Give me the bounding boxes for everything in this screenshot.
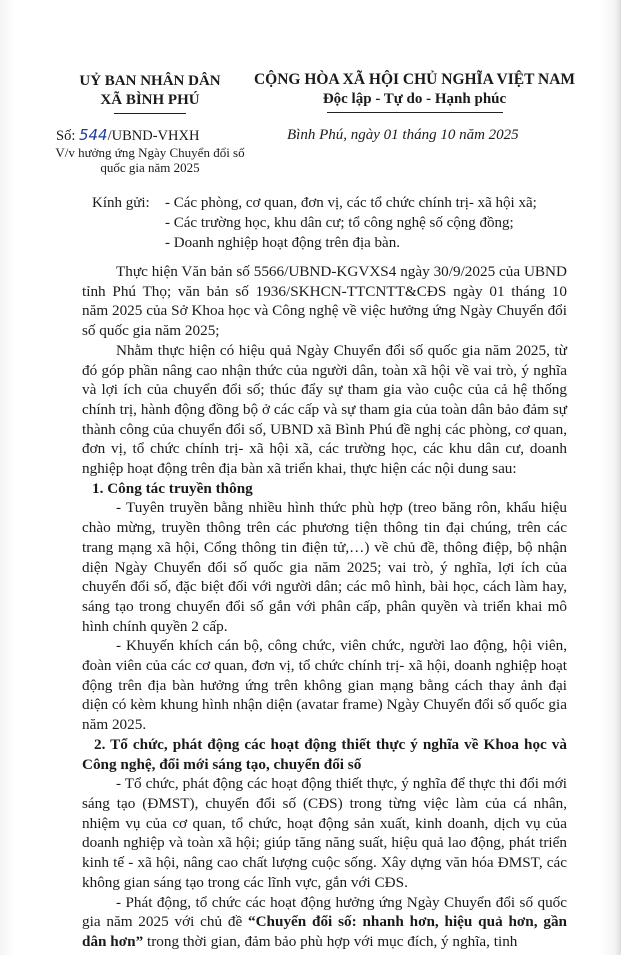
campaign-theme: “Chuyển đổi số: nhanh hơn, hiệu quả hơn, gần dân hơn” [82, 913, 567, 950]
document-subject [50, 145, 250, 175]
recipient-item: - Các phòng, cơ quan, đơn vị, các tổ chức chính trị- xã hội xã; [165, 195, 537, 211]
section-heading: 2. Tổ chức, phát động các hoạt động thiết thực ý nghĩa về Khoa học và Công nghệ, đổi mới sáng tạo, chuyển đổi số [82, 735, 567, 773]
recipients-list [165, 193, 585, 253]
doc-number-handwritten: 544 [78, 126, 108, 144]
national-motto: Độc lập - Tự do - Hạnh phúc [322, 91, 507, 107]
page-edge-shadow [615, 0, 621, 955]
body-paragraph: Thực hiện Văn bản số 5566/UBND-KGVXS4 ngày 30/9/2025 của UBND tỉnh Phú Thọ; văn bản số 1936/SKHCN-TTCNTT&CĐS ngày 01 tháng 10 năm 2025 của Sở Khoa học và Công nghệ về việc hưởng ứng Ngày Chuyển đổi số quốc gia năm 2025; [82, 263, 567, 340]
doc-number-prefix: Số: [56, 128, 79, 144]
subject-line-1: V/v hưởng ứng Ngày Chuyển đổi số [55, 145, 245, 160]
body-paragraph: - Tuyên truyền bằng nhiều hình thức phù hợp (treo băng rôn, khẩu hiệu chào mừng, truyền thông trên các phương tiện thông tin đại chúng, trên các trang mạng xã hội, Cổng thông tin điện tử,…) về chủ đề, thông điệp, bộ nhận diện Ngày Chuyển đổi số quốc gia năm 2025; vai trò, ý nghĩa, lợi ích của chuyển đổi số, đặc biệt đối với người dân; các mô hình, bài học, cách làm hay, sáng tạo trong chuyển đổi số gắn với phân cấp, phân quyền và triển khai mô hình chính quyền 2 cấp. [82, 499, 567, 635]
paragraph-text: - Phát động, tổ chức các hoạt động hưởng ứng Ngày Chuyển đổi số quốc gia năm 2025 với chủ đề [82, 893, 567, 931]
body-paragraph [82, 893, 567, 952]
subject-line-2: quốc gia năm 2025 [100, 160, 200, 175]
national-title-line-1: CỘNG HÒA XÃ HỘI CHỦ NGHĨA VIỆT NAM [253, 71, 576, 88]
authority-line-2: XÃ BÌNH PHÚ [100, 92, 200, 108]
recipient-item: - Doanh nghiệp hoạt động trên địa bàn. [165, 235, 400, 251]
issuing-authority [52, 72, 248, 114]
document-number [56, 126, 199, 145]
section-heading: 1. Công tác truyền thông [92, 479, 253, 497]
document-body [82, 262, 567, 952]
authority-underline [114, 113, 186, 114]
recipient-item: - Các trường học, khu dân cư; tổ công nghệ số cộng đồng; [165, 215, 514, 231]
recipients-label: Kính gửi: [92, 195, 150, 211]
body-paragraph: - Tổ chức, phát động các hoạt động thiết thực, ý nghĩa để thực thi đổi mới sáng tạo (ĐMST), chuyển đổi số (CĐS) trong từng việc làm của cá nhân, nhiệm vụ của cơ quan, tổ chức, hoạt động sản xuất, kinh doanh, dịch vụ của doanh nghiệp và toàn xã hội; giúp tăng năng suất, hiệu quả lao động, phát triển kinh tế - xã hội, nâng cao chất lượng cuộc sống. Xây dựng văn hóa ĐMST, các không gian sáng tạo trong các lĩnh vực, gắn với CĐS. [82, 775, 567, 891]
date-line: Bình Phú, ngày 01 tháng 10 năm 2025 [287, 127, 519, 143]
paragraph-text: trong thời gian, đảm bảo phù hợp với mục đích, ý nghĩa, tinh [143, 932, 518, 950]
national-title [242, 70, 587, 113]
motto-underline [327, 112, 503, 113]
body-paragraph: Nhằm thực hiện có hiệu quả Ngày Chuyển đổi số quốc gia năm 2025, từ đó góp phần nâng cao nhận thức của người dân, toàn xã hội về vai trò, ý nghĩa và lợi ích của chuyển đổi số; thúc đẩy sự tham gia vào cuộc của cả hệ thống chính trị, hành động đồng bộ ở các cấp và sự tham gia của toàn dân bảo đảm sự thành công của chuyển đổi số, UBND xã Bình Phú đề nghị các phòng, cơ quan, đơn vị, tổ chức chính trị- xã hội xã, các trường học, các khu dân cư, doanh nghiệp hoạt động trên địa bàn xã triển khai, thực hiện các nội dung sau: [82, 341, 567, 478]
doc-number-suffix: /UBND-VHXH [107, 128, 200, 144]
body-paragraph: - Khuyến khích cán bộ, công chức, viên chức, người lao động, hội viên, đoàn viên của các cơ quan, đơn vị, tổ chức chính trị- xã hội, doanh nghiệp hoạt động trên địa bàn hưởng ứng trên không gian mạng bằng cách thay ảnh đại diện có kèm khung hình nhận diện (avatar frame) Ngày Chuyển đổi số quốc gia năm 2025. [82, 637, 567, 734]
authority-line-1: UỶ BAN NHÂN DÂN [79, 73, 221, 89]
